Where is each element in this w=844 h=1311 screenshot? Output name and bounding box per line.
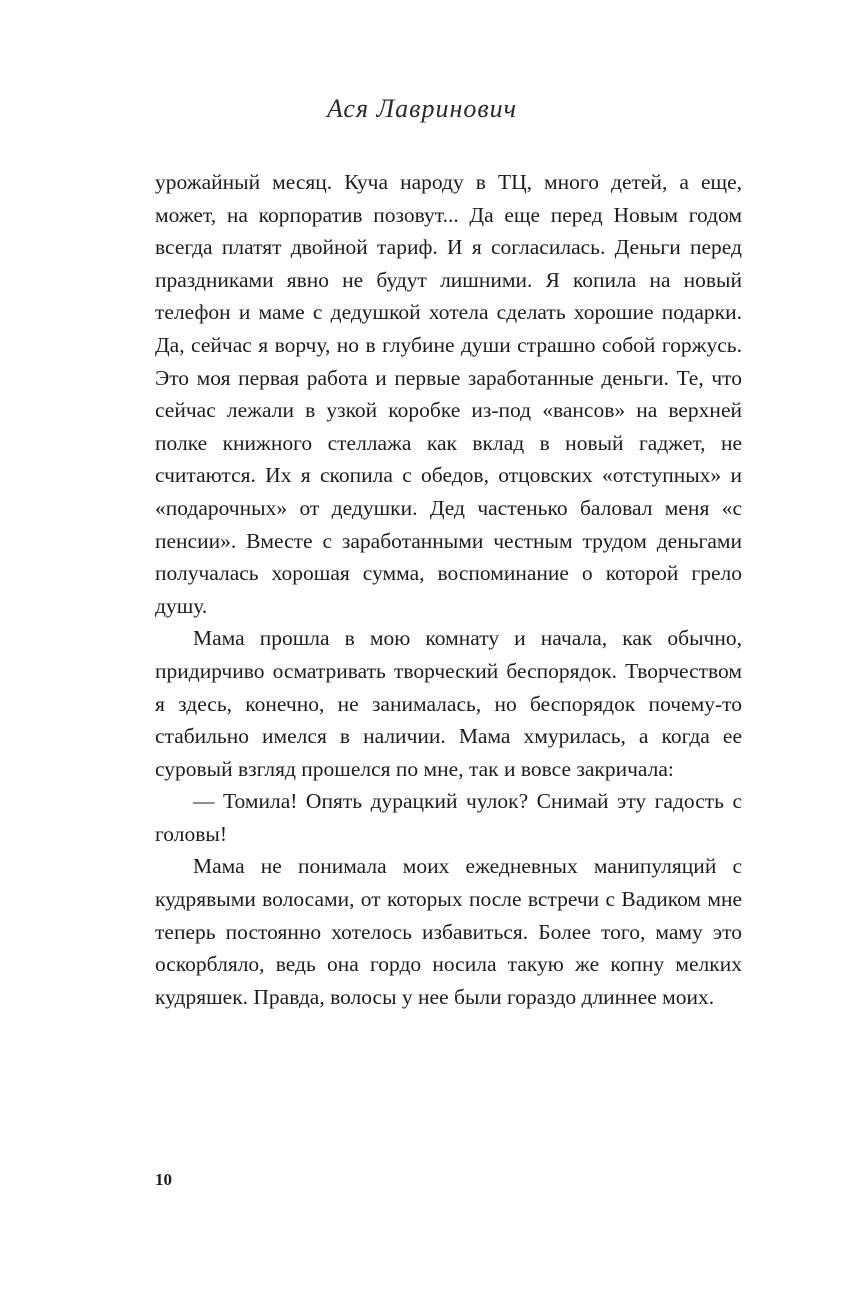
- paragraph: Мама прошла в мою комнату и начала, как обычно, придирчиво осматривать творческий беспорядок. Творчеством я здесь, конечно, не занималась, но беспорядок почему-то стабильно имелся в наличии. Мама хмурилась, а когда ее суровый взгляд прошелся по мне, так и вовсе закричала:: [155, 626, 742, 781]
- running-header-author: Ася Лавринович: [326, 94, 518, 123]
- paragraph-dialogue: — Томила! Опять дурацкий чулок? Снимай эту гадость с головы!: [155, 789, 742, 846]
- paragraph: Мама не понимала моих ежедневных манипуляций с кудрявыми волосами, от которых после встречи с Вадиком мне теперь постоянно хотелось избавиться. Более того, маму это оскорбляло, ведь она гордо носила такую же копну мелких кудряшек. Правда, волосы у нее были гораздо длиннее моих.: [155, 854, 742, 1009]
- page-body: [155, 166, 742, 1013]
- paragraph-continued: урожайный месяц. Куча народу в ТЦ, много детей, а еще, может, на корпоратив позовут... Да еще перед Новым годом всегда платят двойной тариф. И я согласилась. Деньги перед праздниками явно не будут лишними. Я копила на новый телефон и маме с дедушкой хотела сделать хорошие подарки. Да, сейчас я ворчу, но в глубине души страшно собой горжусь. Это моя первая работа и первые заработанные деньги. Те, что сейчас лежали в узкой коробке из-под «вансов» на верхней полке книжного стеллажа как вклад в новый гаджет, не считаются. Их я скопила с обедов, отцовских «отступных» и «подарочных» от дедушки. Дед частенько баловал меня «с пенсии». Вместе с заработанными честным трудом деньгами получалась хорошая сумма, воспоминание о которой грело душу.: [155, 170, 742, 618]
- page-number: 10: [155, 1170, 172, 1189]
